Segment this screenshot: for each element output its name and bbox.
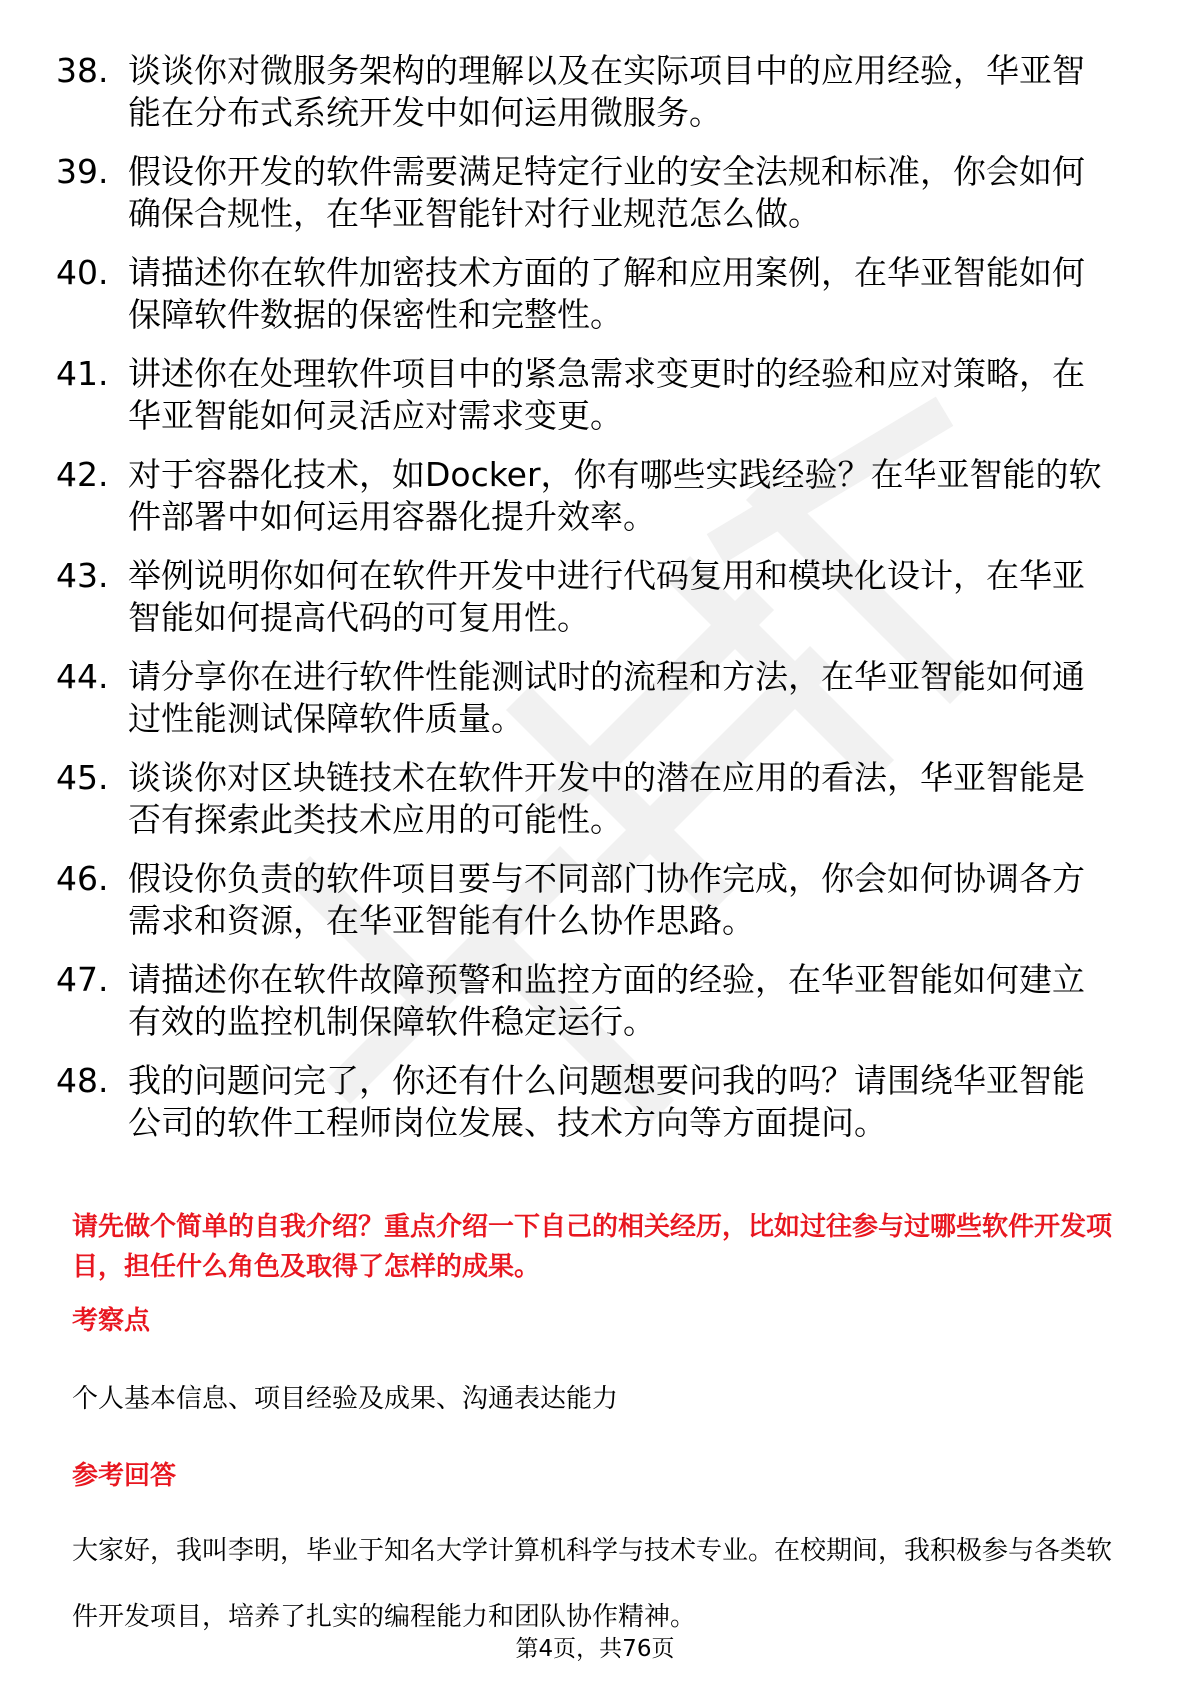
list-item <box>56 757 1116 841</box>
question-number: 47. <box>56 960 109 999</box>
question-number: 45. <box>56 758 109 797</box>
question-number: 44. <box>56 657 109 696</box>
list-item <box>56 454 1116 538</box>
question-text: 谈谈你对区块链技术在软件开发中的潜在应用的看法，华亚智能是否有探索此类技术应用的可能性。 <box>128 758 1085 839</box>
question-text: 谈谈你对微服务架构的理解以及在实际项目中的应用经验，华亚智能在分布式系统开发中如何运用微服务。 <box>128 51 1085 132</box>
question-text: 讲述你在处理软件项目中的紧急需求变更时的经验和应对策略，在华亚智能如何灵活应对需求变更。 <box>128 354 1085 435</box>
list-item <box>56 252 1116 336</box>
question-text: 我的问题问完了，你还有什么问题想要问我的吗？请围绕华亚智能公司的软件工程师岗位发展、技术方向等方面提问。 <box>128 1061 1085 1142</box>
list-item <box>56 858 1116 942</box>
focus-label: 考察点 <box>72 1306 151 1336</box>
question-text: 举例说明你如何在软件开发中进行代码复用和模块化设计，在华亚智能如何提高代码的可复用性。 <box>128 556 1085 637</box>
list-item <box>56 959 1116 1043</box>
question-number: 39. <box>56 152 109 191</box>
list-item <box>56 1060 1116 1144</box>
question-list <box>56 50 1116 1161</box>
list-item <box>56 656 1116 740</box>
question-number: 38. <box>56 51 109 90</box>
list-item <box>56 555 1116 639</box>
question-text: 假设你开发的软件需要满足特定行业的安全法规和标准，你会如何确保合规性，在华亚智能针对行业规范怎么做。 <box>128 152 1085 233</box>
page-footer: 第4页，共76页 <box>515 1636 675 1662</box>
list-item <box>56 353 1116 437</box>
question-number: 46. <box>56 859 109 898</box>
question-text: 请描述你在软件故障预警和监控方面的经验，在华亚智能如何建立有效的监控机制保障软件稳定运行。 <box>128 960 1085 1041</box>
answer-label: 参考回答 <box>72 1461 177 1491</box>
question-text: 请分享你在进行软件性能测试时的流程和方法，在华亚智能如何通过性能测试保障软件质量。 <box>128 657 1085 738</box>
question-text: 对于容器化技术，如Docker，你有哪些实践经验？在华亚智能的软件部署中如何运用容器化提升效率。 <box>128 455 1102 536</box>
list-item <box>56 50 1116 134</box>
question-text: 假设你负责的软件项目要与不同部门协作完成，你会如何协调各方需求和资源，在华亚智能有什么协作思路。 <box>128 859 1085 940</box>
question-text: 请描述你在软件加密技术方面的了解和应用案例，在华亚智能如何保障软件数据的保密性和完整性。 <box>128 253 1085 334</box>
question-number: 41. <box>56 354 109 393</box>
focus-text: 个人基本信息、项目经验及成果、沟通表达能力 <box>72 1384 619 1414</box>
answer-text: 大家好，我叫李明，毕业于知名大学计算机科学与技术专业。在校期间，我积极参与各类软件开发项目，培养了扎实的编程能力和团队协作精神。 <box>72 1536 1113 1632</box>
list-item <box>56 151 1116 235</box>
interview-prompt: 请先做个简单的自我介绍？重点介绍一下自己的相关经历，比如过往参与过哪些软件开发项目，担任什么角色及取得了怎样的成果。 <box>72 1212 1113 1282</box>
question-number: 43. <box>56 556 109 595</box>
question-number: 48. <box>56 1061 109 1100</box>
question-number: 40. <box>56 253 109 292</box>
question-number: 42. <box>56 455 109 494</box>
